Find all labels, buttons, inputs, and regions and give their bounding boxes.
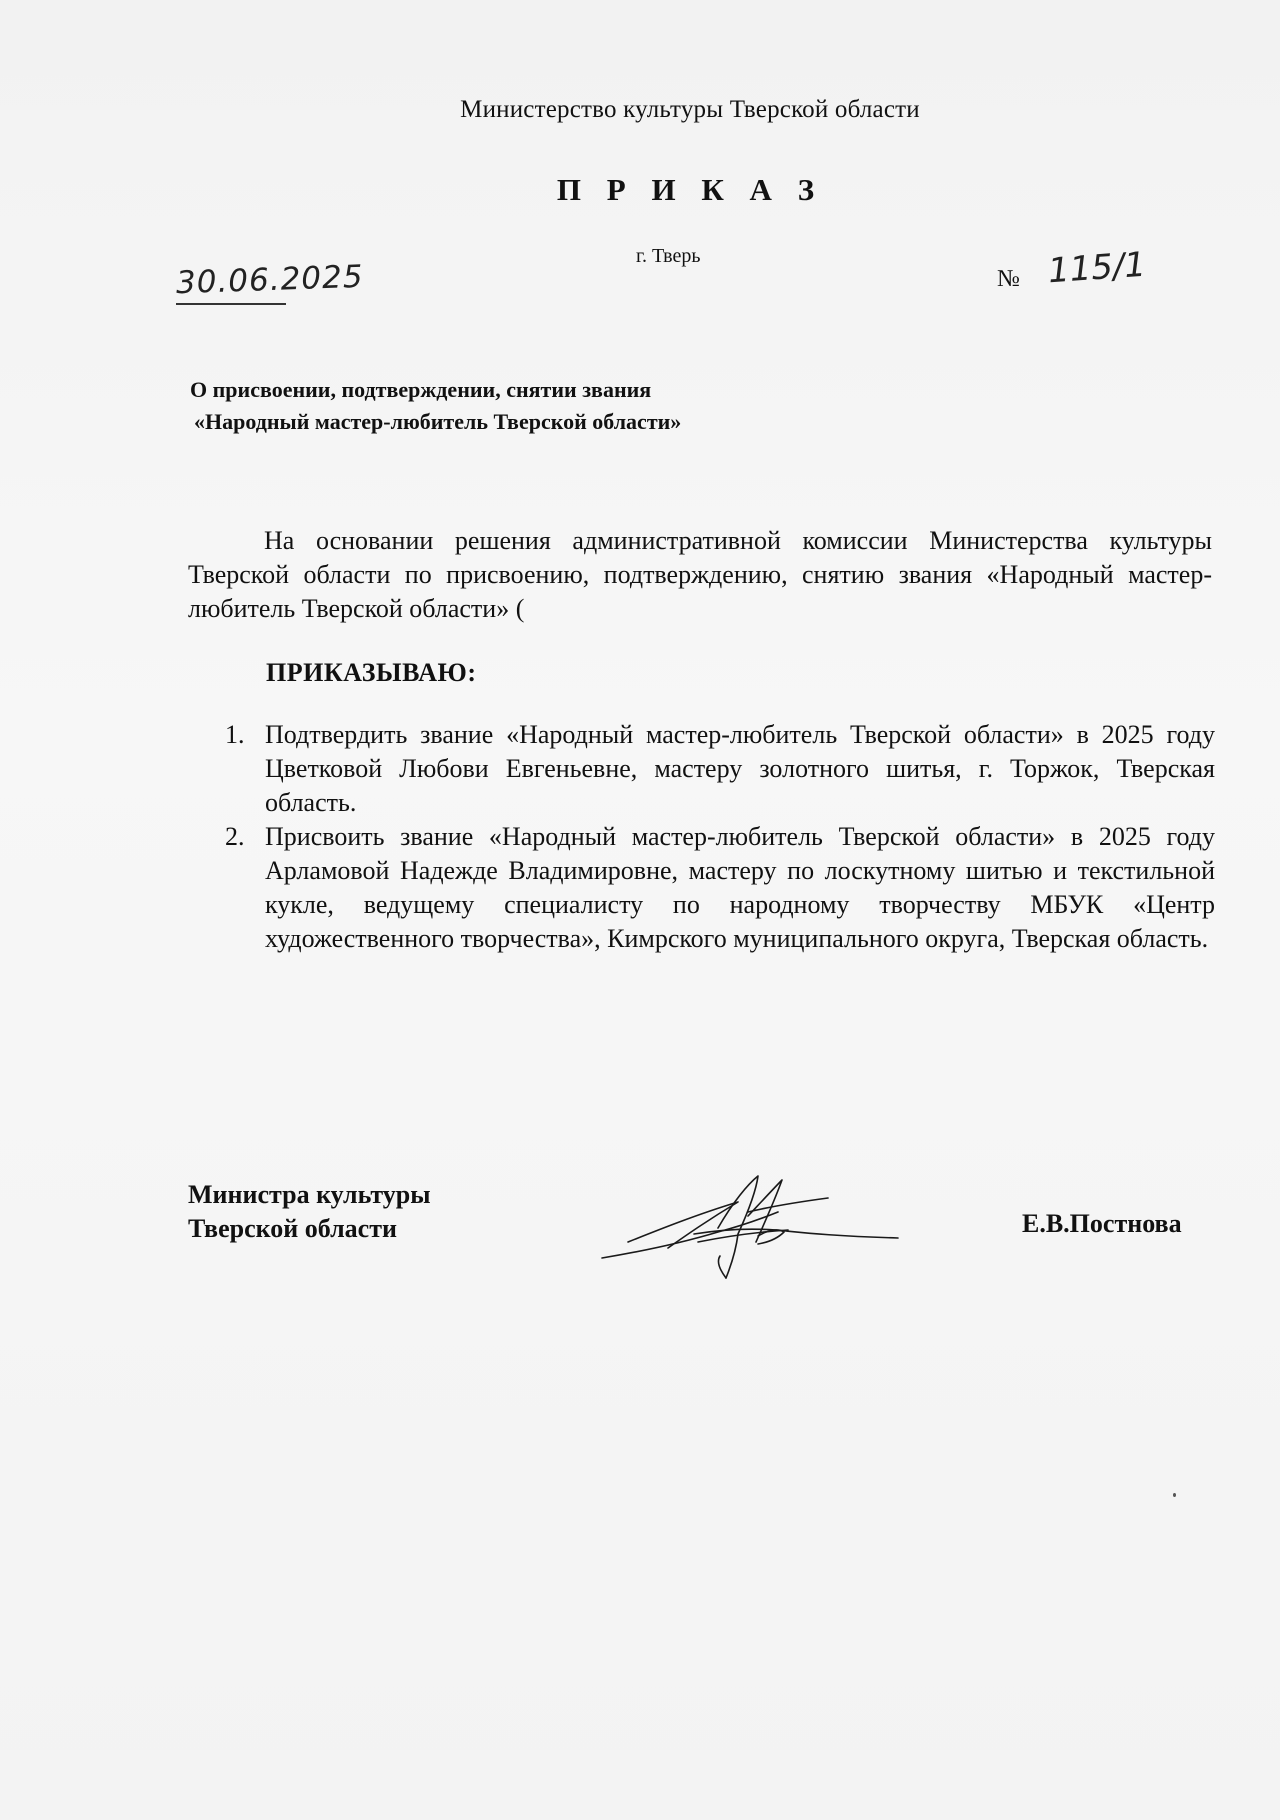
list-item — [225, 718, 1215, 820]
signatory-name: Е.В.Постнова — [1022, 1209, 1182, 1238]
item-number: 1. — [225, 720, 245, 749]
subject-line-1: О присвоении, подтверждении, снятии звания — [190, 377, 652, 402]
item-text: Подтвердить звание «Народный мастер-любитель Тверской области» в 2025 году Цветковой Любови Евгеньевне, мастеру золотного шитья, г. Торжок, Тверская область. — [265, 720, 1215, 817]
date-underline — [176, 303, 286, 305]
handwritten-date: 30.06.2025 — [175, 258, 365, 302]
preamble-paragraph: На основании решения административной комиссии Министерства культуры Тверской области по присвоению, подтверждению, снятию звания «Народный мастер-любитель Тверской области» ( — [188, 526, 1212, 623]
order-subject — [190, 374, 681, 438]
paper-speck — [1173, 1493, 1176, 1497]
ministry-name: Министерство культуры Тверской области — [460, 96, 920, 123]
item-number: 2. — [225, 822, 245, 851]
city: г. Тверь — [636, 245, 701, 267]
item-text: Присвоить звание «Народный мастер-любитель Тверской области» в 2025 году Арламовой Надежде Владимировне, мастеру по лоскутному шитью и текстильной кукле, ведущему специалисту по народному творчеству МБУК «Центр художественного творчества», Кимрского муниципального округа, Тверская область. — [265, 822, 1215, 953]
document-title: П Р И К А З — [556, 172, 824, 207]
order-word: ПРИКАЗЫВАЮ: — [266, 658, 477, 687]
signatory-title-line-1: Министра культуры — [188, 1180, 431, 1209]
handwritten-number: 115/1 — [1046, 244, 1148, 292]
order-items — [225, 718, 1215, 956]
signatory-title-line-2: Тверской области — [188, 1214, 397, 1243]
number-label: № — [997, 266, 1020, 292]
signatory-title — [188, 1178, 431, 1246]
handwritten-signature — [598, 1172, 908, 1282]
subject-line-2: «Народный мастер-любитель Тверской области» — [194, 409, 682, 434]
list-item — [225, 820, 1215, 956]
